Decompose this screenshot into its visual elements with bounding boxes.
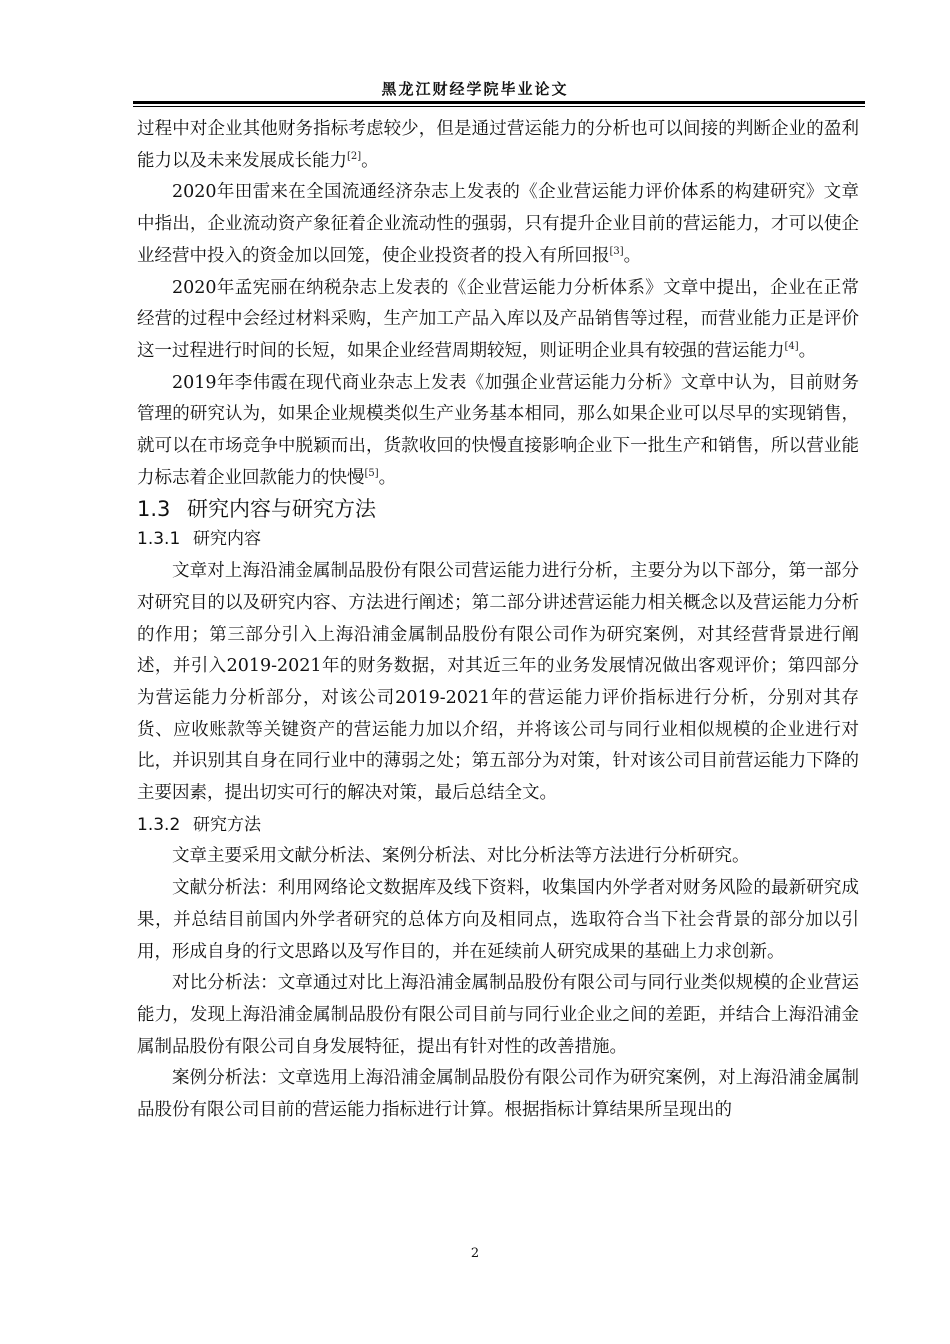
citation-ref: [2]: [347, 150, 362, 162]
running-header: 黑龙江财经学院毕业论文: [381, 80, 569, 98]
paragraph: 2020年孟宪丽在纳税杂志上发表的《企业营运能力分析体系》文章中提出，企业在正常经营的过程中会经过材料采购，生产加工产品入库以及产品销售等过程，而营业能力正是评价这一过程进行时间的长短，如果企业经营周期较短，则证明企业具有较强的营运能力[4]。: [137, 277, 859, 361]
body-content: [137, 114, 859, 1127]
paragraph: 文献分析法：利用网络论文数据库及线下资料，收集国内外学者对财务风险的最新研究成果，并总结目前国内外学者研究的总体方向及相同点，选取符合当下社会背景的部分加以引用，形成自身的行文思路以及写作目的，并在延续前人研究成果的基础上力求创新。: [137, 878, 859, 962]
section-heading: [137, 494, 859, 524]
citation-ref: [4]: [784, 341, 799, 353]
page-number: 2: [470, 1246, 480, 1261]
subsection-title: 研究内容: [193, 529, 261, 550]
paragraph: 对比分析法：文章通过对比上海沿浦金属制品股份有限公司与同行业类似规模的企业营运能力，发现上海沿浦金属制品股份有限公司目前与同行业企业之间的差距，并结合上海沿浦金属制品股份有限公司自身发展特征，提出有针对性的改善措施。: [137, 973, 859, 1057]
header-rule-thick: [133, 101, 865, 104]
citation-ref: [3]: [609, 245, 624, 257]
paragraph: 案例分析法：文章选用上海沿浦金属制品股份有限公司作为研究案例，对上海沿浦金属制品股份有限公司目前的营运能力指标进行计算。根据指标计算结果所呈现出的: [137, 1068, 859, 1121]
paragraph: 2019年李伟霞在现代商业杂志上发表《加强企业营运能力分析》文章中认为，目前财务管理的研究认为，如果企业规模类似生产业务基本相同，那么如果企业可以尽早的实现销售，就可以在市场竞争中脱颖而出，货款收回的快慢直接影响企业下一批生产和销售，所以营业能力标志着企业回款能力的快慢[5]。: [137, 372, 859, 488]
citation-ref: [5]: [364, 467, 379, 479]
header-rule-thin: [133, 106, 865, 107]
paragraph: 文章对上海沿浦金属制品股份有限公司营运能力进行分析，主要分为以下部分，第一部分对研究目的以及研究内容、方法进行阐述；第二部分讲述营运能力相关概念以及营运能力分析的作用；第三部分引入上海沿浦金属制品股份有限公司作为研究案例，对其经营背景进行阐述，并引入2019-2021年的财务数据，对其近三年的业务发展情况做出客观评价；第四部分为营运能力分析部分，对该公司2019-2021年的营运能力评价指标进行分析，分别对其存货、应收账款等关键资产的营运能力加以介绍，并将该公司与同行业相似规模的企业进行对比，并识别其自身在同行业中的薄弱之处；第五部分为对策，针对该公司目前营运能力下降的主要因素，提出切实可行的解决对策，最后总结全文。: [137, 561, 859, 804]
section-title: 研究内容与研究方法: [187, 497, 376, 522]
subsection-title: 研究方法: [193, 814, 261, 835]
subsection-heading: [137, 810, 859, 842]
subsection-number: 1.3.2: [137, 814, 181, 835]
section-number: 1.3: [137, 497, 171, 522]
subsection-heading: [137, 524, 859, 556]
subsection-number: 1.3.1: [137, 529, 181, 550]
paragraph: 2020年田雷来在全国流通经济杂志上发表的《企业营运能力评价体系的构建研究》文章中指出，企业流动资产象征着企业流动性的强弱，只有提升企业目前的营运能力，才可以使企业经营中投入的资金加以回笼，使企业投资者的投入有所回报[3]。: [137, 182, 859, 266]
paragraph: 文章主要采用文献分析法、案例分析法、对比分析法等方法进行分析研究。: [172, 846, 750, 867]
paragraph: 过程中对企业其他财务指标考虑较少，但是通过营运能力的分析也可以间接的判断企业的盈利能力以及未来发展成长能力[2]。: [137, 119, 859, 171]
